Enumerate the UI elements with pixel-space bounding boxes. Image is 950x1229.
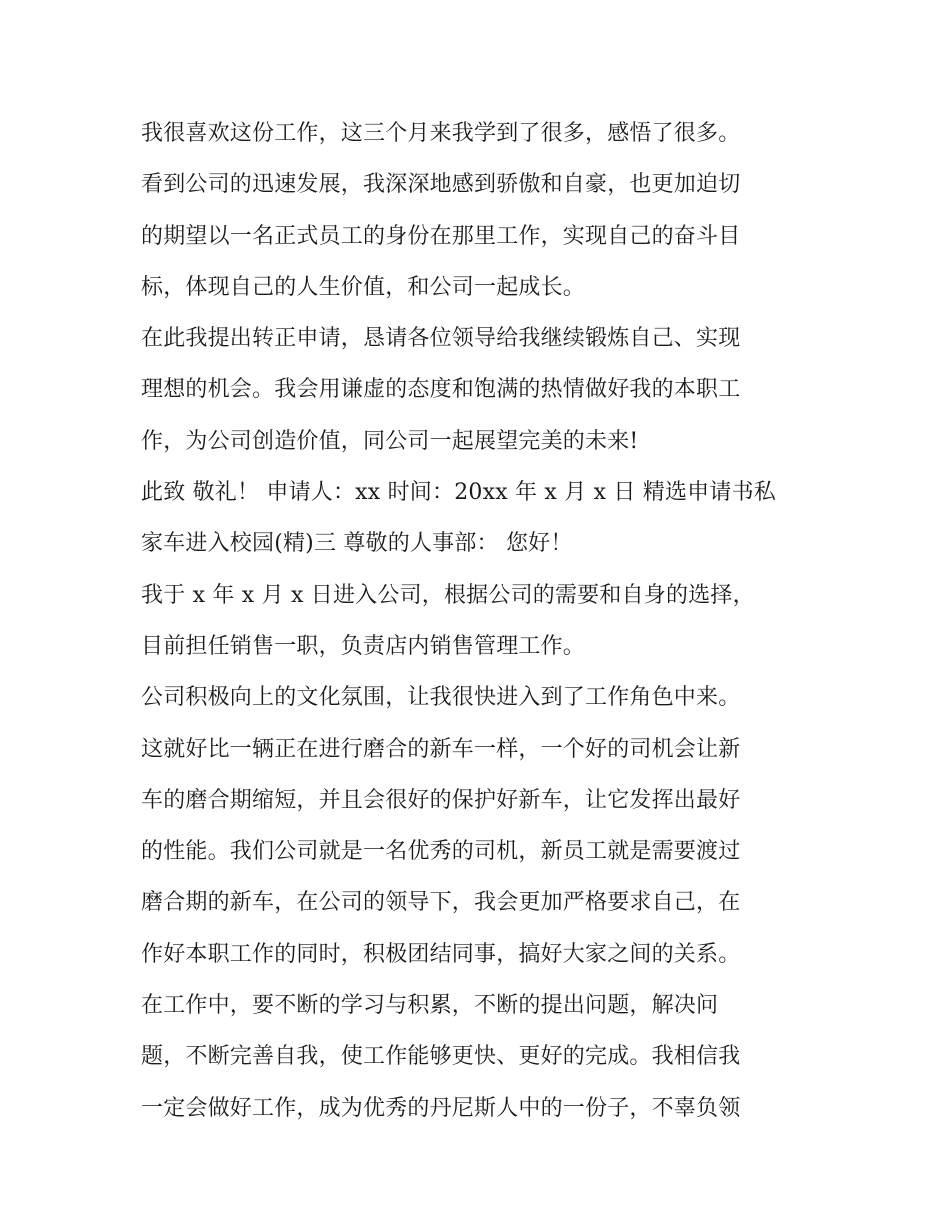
text-line: 理想的机会。我会用谦虚的态度和饱满的热情做好我的本职工 (141, 377, 741, 403)
text-line: 在此我提出转正申请，恳请各位领导给我继续锻炼自己、实现 (141, 326, 741, 352)
text-line: 看到公司的迅速发展，我深深地感到骄傲和自豪，也更加迫切 (141, 172, 741, 198)
text-line: 目前担任销售一职，负责店内销售管理工作。 (141, 633, 586, 659)
text-line: 题，不断完善自我，使工作能够更快、更好的完成。我相信我 (141, 1044, 741, 1070)
text-line: 的期望以一名正式员工的身份在那里工作，实现自己的奋斗目 (141, 223, 741, 249)
text-line: 公司积极向上的文化氛围，让我很快进入到了工作角色中来。 (141, 685, 741, 711)
text-line: 磨合期的新车，在公司的领导下，我会更加严格要求自己，在 (141, 890, 741, 916)
text-line: 我于 x 年 x 月 x 日进入公司，根据公司的需要和自身的选择， (141, 582, 755, 608)
text-line: 我很喜欢这份工作，这三个月来我学到了很多，感悟了很多。 (141, 121, 741, 146)
text-line: 在工作中，要不断的学习与积累，不断的提出问题，解决问 (141, 993, 719, 1019)
text-line: 这就好比一辆正在进行磨合的新车一样，一个好的司机会让新 (141, 736, 741, 762)
text-line: 的性能。我们公司就是一名优秀的司机，新员工就是需要渡过 (141, 839, 741, 865)
text-line: 作，为公司创造价值，同公司一起展望完美的未来! (141, 428, 639, 454)
text-line: 作好本职工作的同时，积极团结同事，搞好大家之间的关系。 (141, 941, 741, 967)
text-line: 标，体现自己的人生价值，和公司一起成长。 (141, 274, 586, 300)
text-line: 车的磨合期缩短，并且会很好的保护好新车，让它发挥出最好 (141, 787, 741, 813)
document-body (141, 108, 821, 1134)
text-line: 一定会做好工作，成为优秀的丹尼斯人中的一份子，不辜负领 (141, 1095, 741, 1121)
text-line: 家车进入校园(精)三 尊敬的人事部： 您好！ (141, 531, 573, 557)
text-line: 此致 敬礼！ 申请人：xx 时间：20xx 年 x 月 x 日 精选申请书私 (141, 480, 776, 506)
